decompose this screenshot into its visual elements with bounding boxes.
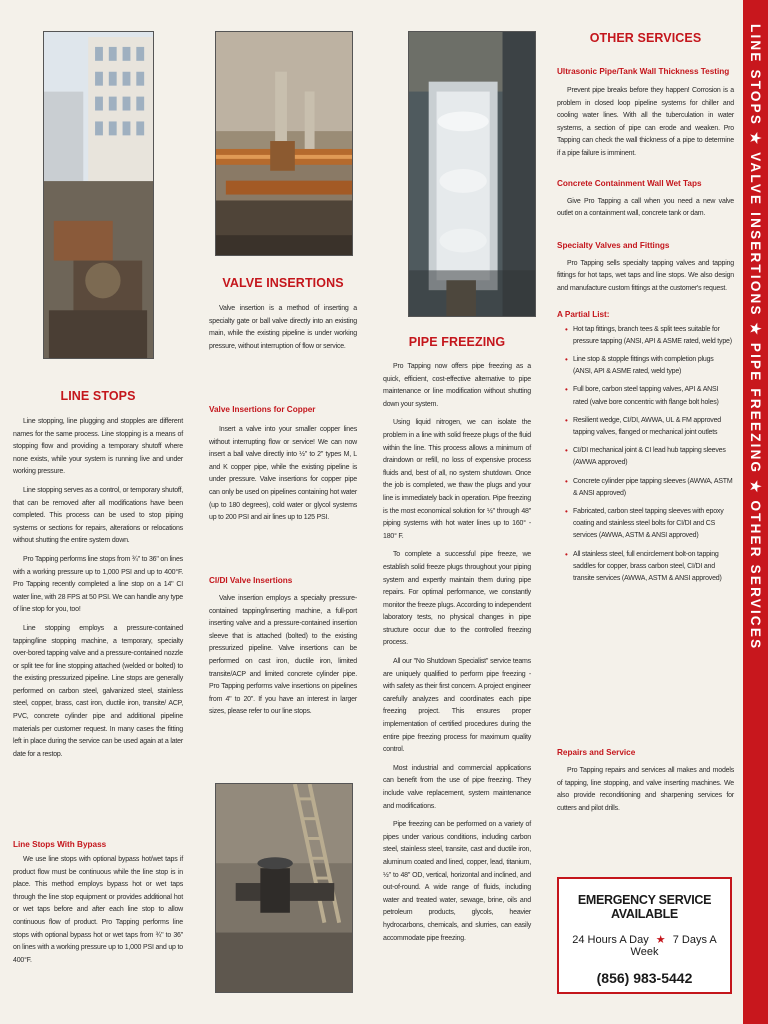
- valve-insertions-title: VALVE INSERTIONS: [222, 276, 344, 290]
- valve-insertion-copper-photo: [215, 31, 353, 256]
- list-item-text: Full bore, carbon steel tapping valves, API & ANSI rated (valve bore concentric with flange bolt holes): [573, 386, 719, 406]
- pipe-freezing-paragraph: To complete a successful pipe freeze, we establish solid freeze plugs throughout your piping system and expertly maintain them during pipe repairs. For optimal performance, we constantly monitor the freeze plugs. According to independent laboratory tests, no physical changes in pipe structure occur due to the controlled freezing process.: [383, 551, 531, 647]
- list-item: [557, 354, 734, 378]
- list-item: [557, 324, 734, 348]
- bullet-icon: •: [565, 354, 568, 364]
- line-stops-bypass-title: Line Stops With Bypass: [13, 840, 107, 849]
- list-item-text: Line stop & stopple fittings with completion plugs (ANSI, API & ASME rated, weld type): [573, 355, 714, 376]
- pipe-freezing-paragraph: Pro Tapping now offers pipe freezing as a quick, efficient, cost-effective alternative to pipe maintenance or line modification without shutting down your system.: [383, 363, 531, 408]
- pipe-freezing-paragraph: Pipe freezing can be performed on a variety of pipes under various conditions, including carbon steel, stainless steel, transite, cast and ductile iron, aluminum coated and lined, copper, lead, titanium, ½" to 48" OD, vertical, horizontal and inclined, and out-of-round. A wide range of fluids, including water and treated water, sewage, brine, oils and petroleum products, glycols, heavier hydrocarbons, chemicals, and slurries, can easily accommodate pipe freezing.: [383, 821, 531, 942]
- ultrasonic-title: Ultrasonic Pipe/Tank Wall Thickness Testing: [557, 67, 730, 76]
- star-icon: ★: [655, 934, 666, 946]
- list-item-text: Hot tap fittings, branch tees & split tees suitable for pressure tapping (ANSI, API & ASME rated, weld type): [573, 325, 732, 345]
- bullet-icon: •: [565, 549, 568, 559]
- line-stops-column: [13, 389, 183, 767]
- concrete-title: Concrete Containment Wall Wet Taps: [557, 178, 702, 188]
- valve-copper-block: [209, 405, 357, 531]
- list-item: [557, 384, 734, 408]
- repairs-block: [557, 748, 734, 821]
- line-stops-paragraph: Line stopping employs a pressure-contained tapping/line stopping machine, a temporary, specialty over-bored tapping valve and a pressure-contained nozzle or split tee for line stopping attached (welded or bolted) to the existing pressurized pipeline. Line stops are generally performed on carbon steel, galvanized steel, stainless steel, copper, brass, cast iron, ductile iron, transite/ ACP, PVC, concrete cylinder pipe and additional pipeline materials per customer request. In many cases the fitting left in place during the service can be used again at a later date for a restop.: [13, 624, 183, 758]
- partial-list: [557, 324, 734, 586]
- valve-cidi-title: CI/DI Valve Insertions: [209, 576, 293, 585]
- pipe-freezing-paragraph: Most industrial and commercial applications can benefit from the use of pipe freezing. They include valve replacement, system maintenance and modifications.: [383, 764, 531, 810]
- bullet-icon: •: [565, 476, 568, 486]
- valve-insertions-intro: Valve insertion is a method of inserting a specialty gate or ball valve directly into an existing main, while the existing pipeline is under working pressure, without interruption of flow or service.: [209, 305, 357, 350]
- bullet-icon: •: [565, 324, 568, 334]
- emergency-service-box: [557, 877, 732, 994]
- pipe-freezing-paragraph: Using liquid nitrogen, we can isolate the problem in a line with solid freeze plugs of the fluid within the line. This process allows a minimum of draindown or refill, no loss of expensive process fluids and, best of all, no system shutdown. Once the job is completed, we thaw the plugs and your line is immediately back in operation. Pipe freezing is the most economical solution for ½" through 48" piping systems with hot water lines up to 160° - 180° F.: [383, 419, 531, 540]
- line-stops-paragraph: Line stopping, line plugging and stopples are different names for the same process. Line stopping is a means of stopping flow and providing a temporary shutoff where none exists, while your system is running live and under working pressure.: [13, 418, 183, 476]
- valve-cidi-paragraph: Valve insertion employs a specialty pressure-contained tapping/inserting machine, a full-port inserting valve and a pressure-contained insertion sleeve that is attached (bolted) to the existing pressurized pipeline. Valve insertions can be performed on cast iron, ductile iron, limited transite/ACP and limited concrete cylinder pipe. Pro Tapping performs valve insertions on pipelines from 4" to 20". If you have an interest in larger sizes, please refer to our line stops.: [209, 595, 357, 716]
- valve-copper-title: Valve Insertions for Copper: [209, 405, 316, 414]
- list-item-text: Concrete cylinder pipe tapping sleeves (AWWA, ASTM & ANSI approved): [573, 477, 733, 497]
- bullet-icon: •: [565, 415, 568, 425]
- specialty-paragraph: Pro Tapping sells specialty tapping valves and tapping fittings for hot taps, wet taps and line stops. We also design and manufacture custom fittings at the customer's request.: [557, 259, 734, 292]
- ultrasonic-paragraph: Prevent pipe breaks before they happen! Corrosion is a problem in closed loop pipeline systems for chiller and cooling water lines. With all the tuberculation in water systems, a section of pipe can erode and weaken. Pro Tapping can check the wall thickness of a pipe to determine if a pipe failure is imminent.: [557, 87, 734, 157]
- list-item-text: Fabricated, carbon steel tapping sleeves with epoxy coating and stainless steel bolts for CI/DI and CS services (AWWA, ASTM & ANSI approved): [573, 507, 724, 540]
- days-text: 7 Days A Week: [630, 934, 717, 958]
- bullet-icon: •: [565, 506, 568, 516]
- repairs-paragraph: Pro Tapping repairs and services all makes and models of tapping, line stopping, and valve inserting machines. We also provide reconditioning and sharpening services for cutters and pilot drills.: [557, 767, 734, 812]
- valve-insertions-column: [209, 276, 357, 359]
- emergency-hours: [559, 933, 730, 958]
- list-item: [557, 476, 734, 500]
- bullet-icon: •: [565, 385, 568, 395]
- side-banner-text: LINE STOPS ★ VALVE INSERTIONS ★ PIPE FREEZING ★ OTHER SERVICES: [748, 24, 763, 651]
- line-stops-bypass-block: [13, 840, 183, 973]
- list-item: [557, 506, 734, 543]
- emergency-title: EMERGENCY SERVICE AVAILABLE: [577, 893, 712, 921]
- hours-text: 24 Hours A Day: [572, 934, 649, 946]
- valve-copper-paragraph: Insert a valve into your smaller copper lines without interrupting flow or service! We can now insert a ball valve directly into ½" to 2" types M, L and K copper pipe, while the existing pipeline is under pressure. Valve insertions for copper pipe can only be used on pipelines containing hot water (up to 180 degrees), cold water or glycol systems up to 200 PSI and air lines up to 125 PSI.: [209, 426, 357, 522]
- bullet-icon: •: [565, 446, 568, 456]
- list-item: [557, 415, 734, 439]
- list-item: [557, 549, 734, 586]
- list-item-text: All stainless steel, full encirclement bolt-on tapping saddles for copper, brass carbon steel, CI/DI and transite services (AWWA, ASTM & ANSI approved): [573, 550, 722, 582]
- other-services-column: [557, 31, 734, 591]
- partial-list-title: A Partial List:: [557, 309, 610, 319]
- pipe-freezing-paragraph: All our "No Shutdown Specialist" service teams are uniquely qualified to perform pipe freezing - with safety as their first concern. A project engineer carefully analyzes and coordinates each pipe freezing project. This ensures proper implementation of certified procedures during the entire pipe freezing process for maximum quality control.: [383, 658, 531, 754]
- line-stops-paragraph: Pro Tapping performs line stops from ¾" to 36" on lines with a working pressure up to 1,000 PSI and up to 400°F. Pro Tapping recently completed a line stop on a 14" CI water line, with 28 FPS at 50 PSI. We can handle any type of line stop for you, too!: [13, 555, 183, 614]
- line-stops-bypass-paragraph: We use line stops with optional bypass hot/wet taps if product flow must be continuous while the line stop is in place. This method employs bypass hot or wet taps through the line stop equipment or provides additional hot or wet taps before and after each line stop to allow continuous flow of product. Pro Tapping performs line stops with optional bypass hot or wet taps from ¾" to 36" on lines with a working pressure up to 1,000 PSI and up to 400°F.: [13, 856, 183, 964]
- other-services-title: OTHER SERVICES: [589, 31, 702, 45]
- specialty-title: Specialty Valves and Fittings: [557, 240, 670, 250]
- line-stop-street-photo: [43, 31, 154, 359]
- list-item-text: Resilient wedge, CI/DI, AWWA, UL & FM approved tapping valves, flanged or mechanical joint outlets: [573, 416, 721, 436]
- pipe-freezing-column: [383, 335, 531, 951]
- pipe-freezing-title: PIPE FREEZING: [408, 335, 506, 349]
- pipe-freezing-photo: [408, 31, 536, 317]
- emergency-phone: (856) 983-5442: [596, 970, 693, 986]
- list-item-text: CI/DI mechanical joint & CI lead hub tapping sleeves (AWWA approved): [573, 447, 726, 467]
- line-stops-title: LINE STOPS: [60, 389, 136, 403]
- side-banner: [743, 0, 768, 1024]
- list-item: [557, 445, 734, 469]
- repairs-title: Repairs and Service: [557, 748, 636, 757]
- line-stops-paragraph: Line stopping serves as a control, or temporary shutoff, that can be removed after all modifications have been completed. This process can be used to stop piping systems or sections for repairs, alterations or relocations without shutting the entire system down.: [13, 486, 183, 545]
- concrete-paragraph: Give Pro Tapping a call when you need a new valve outlet on a containment wall, concrete tank or dam.: [557, 197, 734, 218]
- valve-cidi-block: [209, 576, 357, 725]
- valve-excavation-photo: [215, 783, 353, 993]
